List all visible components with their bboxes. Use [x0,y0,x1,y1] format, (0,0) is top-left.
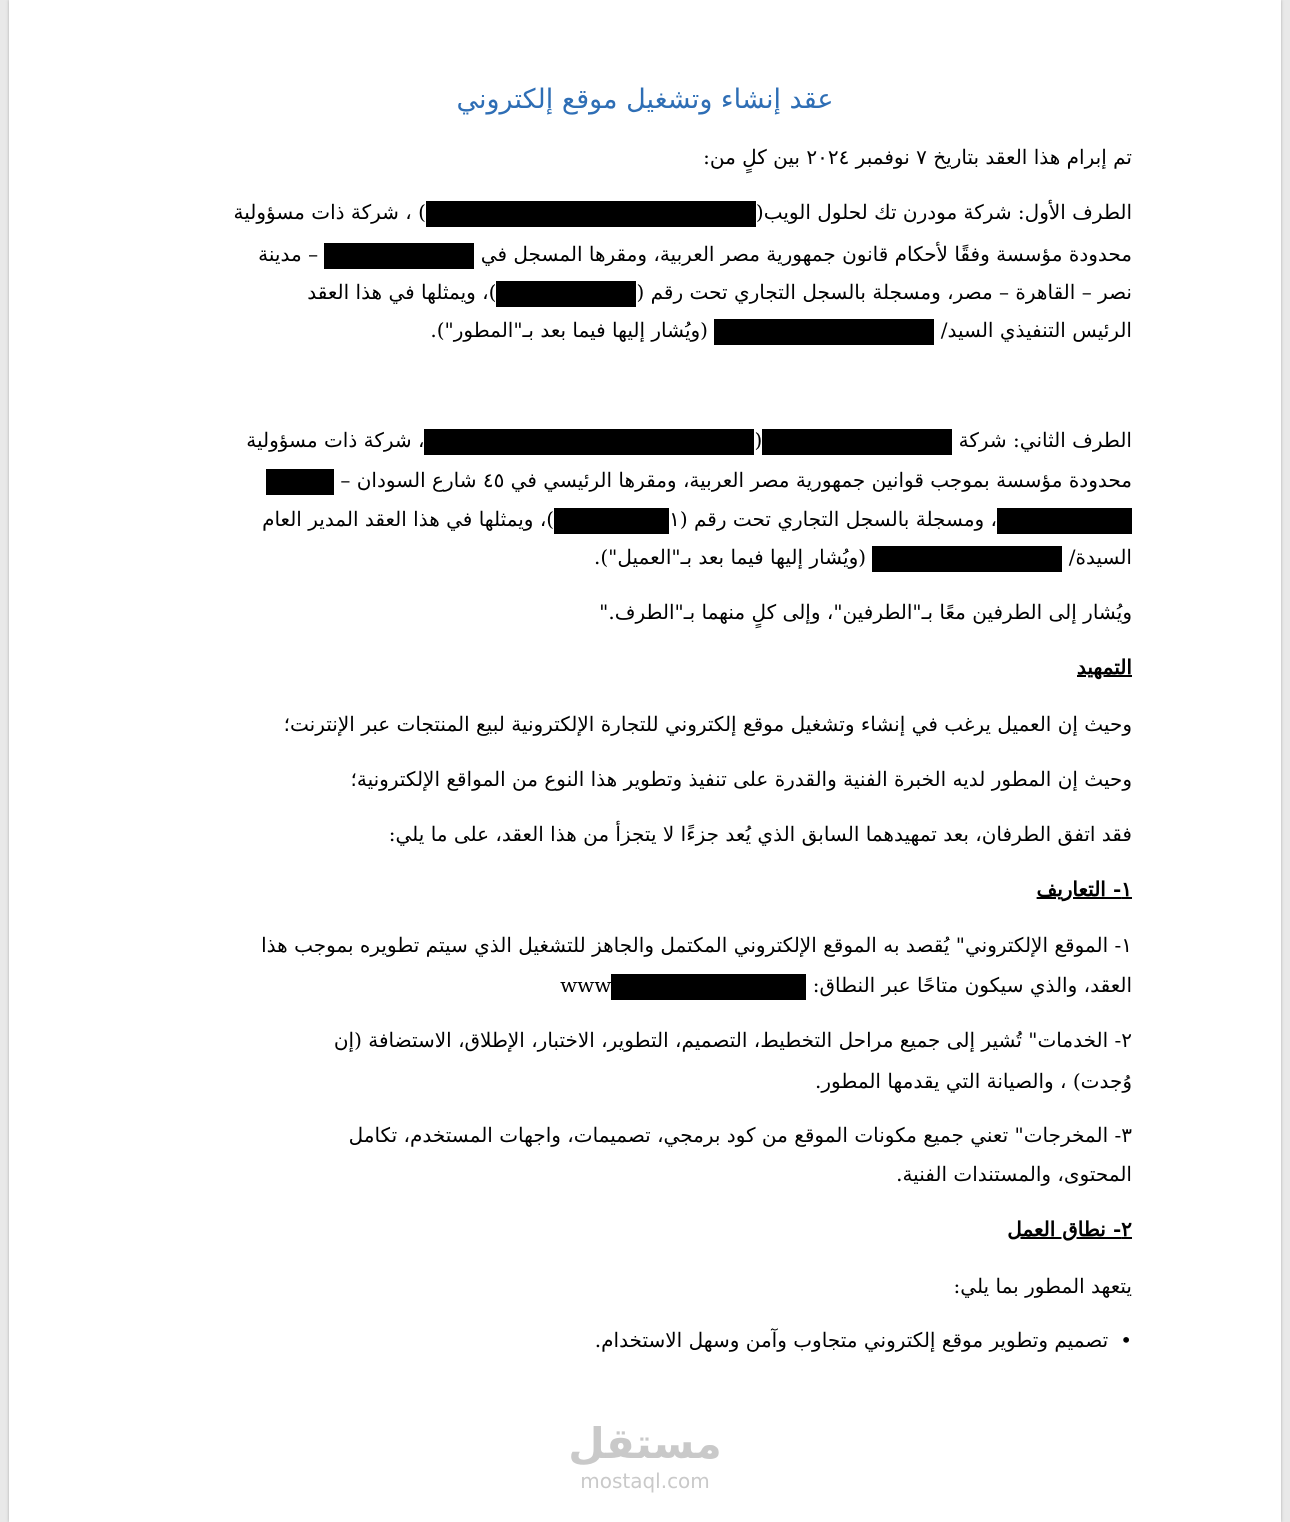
redaction-box [496,281,636,307]
bullet-item: •تصميم وتطوير موقع إلكتروني متجاوب وآمن وسهل الاستخدام. [594,1328,1132,1352]
watermark-logo [560,1418,730,1498]
preamble-heading: التمهيد [1077,655,1132,679]
redaction-box [324,243,474,269]
redaction-box [997,508,1132,534]
watermark-domain: mostaql.com [580,1469,710,1493]
preamble-line-2: وحيث إن المطور لديه الخبرة الفنية والقدرة على تنفيذ وتطوير هذا النوع من المواقع الإلكترونية؛ [350,767,1132,791]
section2-heading: ٢- نطاق العمل [1007,1217,1132,1241]
redaction-box [611,974,806,1000]
redaction-box [426,201,756,227]
party2-line2: محدودة مؤسسة بموجب قوانين جمهورية مصر العربية، ومقرها الرئيسي في ٤٥ شارع السودان – [266,466,1132,495]
redaction-box [266,469,334,495]
definition1-line2: العقد، والذي سيكون متاحًا عبر النطاق: www [560,971,1132,1000]
redaction-box [714,319,934,345]
party1-line3: نصر – القاهرة – مصر، ومسجلة بالسجل التجاري تحت رقم ()، ويمثلها في هذا العقد [307,278,1132,307]
party2-line1: الطرف الثاني: شركة (، شركة ذات مسؤولية [246,426,1132,455]
party2-line4: السيدة/ (ويُشار إليها فيما بعد بـ"العميل"). [594,543,1132,572]
bullet-icon: • [1120,1328,1132,1352]
definition3-line2: المحتوى، والمستندات الفنية. [896,1162,1132,1186]
party1-line1: الطرف الأول: شركة مودرن تك لحلول الويب() ، شركة ذات مسؤولية [233,198,1132,227]
commitment-line: يتعهد المطور بما يلي: [953,1274,1132,1298]
intro-line: تم إبرام هذا العقد بتاريخ ٧ نوفمبر ٢٠٢٤ بين كلٍ من: [703,145,1132,169]
party1-line2: محدودة مؤسسة وفقًا لأحكام قانون جمهورية مصر العربية، ومقرها المسجل في – مدينة [258,240,1132,269]
redaction-box [424,429,754,455]
definition3-line1: ٣- المخرجات" تعني جميع مكونات الموقع من كود برمجي، تصميمات، واجهات المستخدم، تكامل [348,1123,1132,1147]
preamble-line-3: فقد اتفق الطرفان، بعد تمهيدهما السابق الذي يُعد جزءًا لا يتجزأ من هذا العقد، على ما يلي: [388,822,1132,846]
watermark-arabic: مستقل [568,1419,722,1468]
preamble-line-1: وحيث إن العميل يرغب في إنشاء وتشغيل موقع إلكتروني للتجارة الإلكترونية لبيع المنتجات عبر الإنترنت؛ [283,712,1132,736]
redaction-box [554,508,669,534]
definition2-line2: وُجدت) ، والصيانة التي يقدمها المطور. [815,1069,1132,1093]
document-title: عقد إنشاء وتشغيل موقع إلكتروني [456,84,834,115]
definition2-line1: ٢- الخدمات" تُشير إلى جميع مراحل التخطيط، التصميم، التطوير، الاختبار، الإطلاق، الاستضافة (إن [333,1028,1132,1052]
redaction-box [762,429,952,455]
party1-line4: الرئيس التنفيذي السيد/ (ويُشار إليها فيما بعد بـ"المطور"). [430,316,1132,345]
parties-definition: ويُشار إلى الطرفين معًا بـ"الطرفين"، وإلى كلٍ منهما بـ"الطرف." [599,600,1132,624]
party2-line3: ، ومسجلة بالسجل التجاري تحت رقم (١)، ويمثلها في هذا العقد المدير العام [262,505,1132,534]
definition1-line1: ١- الموقع الإلكتروني" يُقصد به الموقع الإلكتروني المكتمل والجاهز للتشغيل الذي سيتم تطويره بموجب هذا [261,933,1132,957]
section1-heading: ١- التعاريف [1036,877,1132,901]
redaction-box [872,546,1062,572]
